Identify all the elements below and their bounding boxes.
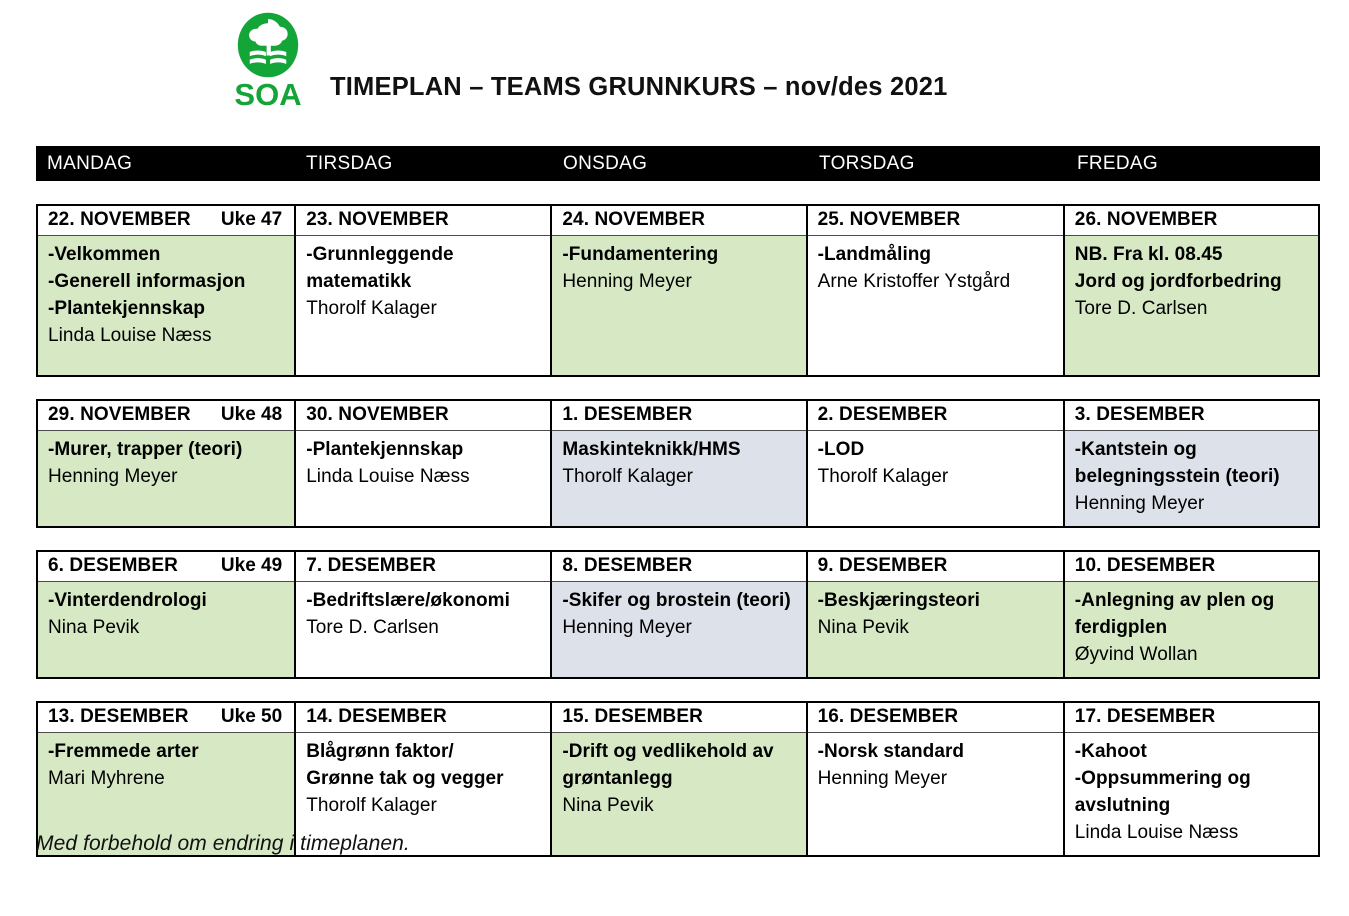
session-instructor: Henning Meyer [1074, 492, 1205, 514]
day-content-cell [296, 236, 550, 375]
session-topic: -Vinterdendrologi [48, 589, 207, 611]
weekday-fredag: FREDAG [1077, 152, 1158, 174]
day-date-label: 24. NOVEMBER [562, 209, 706, 230]
day-content-cell [808, 236, 1063, 375]
day-column [296, 206, 552, 375]
day-date-header [38, 206, 294, 236]
document-header [0, 0, 1349, 110]
session-instructor: Thorolf Kalager [562, 465, 694, 487]
day-date-header [38, 552, 294, 582]
weekday-mandag: MANDAG [47, 152, 133, 174]
logo-wordmark: SOA [234, 77, 302, 112]
day-content-cell [552, 431, 805, 526]
session-topic: -LOD [817, 439, 865, 460]
weekday-torsdag: TORSDAG [819, 152, 915, 174]
day-date-header [296, 552, 550, 582]
day-date-header [38, 703, 294, 733]
day-date-label: 16. DESEMBER [817, 705, 959, 727]
session-instructor: Henning Meyer [817, 767, 948, 789]
day-date-label: 1. DESEMBER [562, 404, 693, 425]
day-content-cell [38, 236, 294, 375]
day-date-header [1065, 703, 1318, 733]
session-instructor: Henning Meyer [562, 270, 692, 292]
day-column [38, 206, 296, 375]
day-date-label: 2. DESEMBER [817, 404, 948, 425]
session-instructor: Thorolf Kalager [306, 297, 437, 319]
session-instructor: Tore D. Carlsen [306, 616, 439, 638]
day-column [1065, 206, 1318, 375]
session-topic: -Drift og vedlikehold av [562, 740, 774, 762]
day-column [552, 703, 807, 855]
day-date-header [552, 401, 805, 431]
day-date-label: 14. DESEMBER [306, 705, 447, 727]
day-column [808, 552, 1065, 677]
day-date-header [808, 552, 1063, 582]
page-title: TIMEPLAN – TEAMS GRUNNKURS – nov/des 2021 [330, 73, 948, 101]
day-content-cell [1065, 582, 1318, 677]
disclaimer-note: Med forbehold om endring i timeplanen. [36, 832, 410, 855]
session-topic: -Kahoot [1074, 740, 1147, 762]
day-date-header [808, 401, 1063, 431]
day-column [1065, 401, 1318, 526]
day-column [552, 401, 807, 526]
day-date-header [552, 703, 805, 733]
day-content-cell [1065, 733, 1318, 855]
soa-logo [222, 12, 314, 110]
day-column [808, 206, 1065, 375]
day-content-cell [1065, 236, 1318, 375]
day-date-label: 25. NOVEMBER [817, 209, 961, 230]
day-column [296, 552, 552, 677]
session-instructor: Arne Kristoffer Ystgård [817, 270, 1011, 292]
day-content-cell [552, 733, 805, 855]
session-topic: -Beskjæringsteori [817, 589, 980, 611]
session-topic: -Norsk standard [817, 740, 965, 762]
day-content-cell [552, 582, 805, 677]
day-column [1065, 703, 1318, 855]
session-topic: -Skifer og brostein (teori) [562, 589, 791, 611]
day-content-cell [808, 733, 1063, 855]
session-topic: belegningsstein (teori) [1074, 465, 1280, 487]
weekday-onsdag: ONSDAG [563, 152, 648, 174]
day-content-cell [296, 431, 550, 526]
day-content-cell [38, 431, 294, 526]
session-instructor: Thorolf Kalager [306, 794, 437, 816]
day-content-cell [1065, 431, 1318, 526]
session-topic: matematikk [306, 270, 412, 292]
day-date-label: 15. DESEMBER [562, 705, 703, 727]
week-number-label: Uke 50 [220, 705, 283, 727]
weekday-tirsdag: TIRSDAG [306, 152, 393, 174]
schedule-weeks [36, 204, 1320, 879]
session-topic: -Velkommen [48, 244, 161, 265]
day-column [552, 552, 807, 677]
session-topic: -Anlegning av plen og [1074, 589, 1275, 611]
session-instructor: Nina Pevik [817, 616, 909, 638]
session-topic: ferdigplen [1074, 616, 1168, 638]
day-date-label: 6. DESEMBER [48, 554, 178, 576]
day-date-label: 26. NOVEMBER [1074, 209, 1218, 230]
session-topic: -Oppsummering og [1074, 767, 1251, 789]
day-content-cell [808, 582, 1063, 677]
day-date-header [296, 401, 550, 431]
session-topic: -Bedriftslære/økonomi [306, 589, 510, 611]
day-date-label: 22. NOVEMBER [48, 209, 191, 230]
session-topic: -Plantekjennskap [48, 297, 206, 319]
day-date-header [296, 206, 550, 236]
day-date-header [1065, 552, 1318, 582]
session-topic: Jord og jordforbedring [1074, 270, 1282, 292]
session-instructor: Linda Louise Næss [306, 465, 470, 487]
tree-in-circle-logo-icon [232, 12, 304, 78]
weekday-header-bar [36, 146, 1320, 181]
session-instructor: Tore D. Carlsen [1074, 297, 1208, 319]
week-number-label: Uke 49 [220, 554, 283, 576]
day-column [808, 401, 1065, 526]
day-date-label: 7. DESEMBER [306, 554, 437, 576]
week-row [36, 399, 1320, 528]
day-date-header [552, 206, 805, 236]
day-date-label: 13. DESEMBER [48, 705, 189, 727]
day-date-header [1065, 206, 1318, 236]
day-date-label: 10. DESEMBER [1074, 554, 1216, 576]
session-instructor: Linda Louise Næss [1074, 821, 1239, 843]
session-topic: -Generell informasjon [48, 270, 246, 292]
day-content-cell [38, 582, 294, 677]
day-column [808, 703, 1065, 855]
week-number-label: Uke 47 [220, 209, 283, 230]
session-instructor: Henning Meyer [48, 465, 178, 487]
session-topic: Blågrønn faktor/ [306, 740, 454, 762]
session-instructor: Mari Myhrene [48, 767, 165, 789]
session-instructor: Nina Pevik [562, 794, 654, 816]
session-topic: -Fundamentering [562, 244, 719, 265]
session-topic: -Fremmede arter [48, 740, 199, 762]
day-date-header [808, 206, 1063, 236]
session-topic: Maskinteknikk/HMS [562, 439, 741, 460]
day-date-label: 17. DESEMBER [1074, 705, 1216, 727]
day-date-label: 23. NOVEMBER [306, 209, 449, 230]
session-topic: Grønne tak og vegger [306, 767, 504, 789]
day-content-cell [296, 582, 550, 677]
day-date-label: 9. DESEMBER [817, 554, 948, 576]
day-date-header [296, 703, 550, 733]
session-topic: NB. Fra kl. 08.45 [1074, 244, 1223, 265]
session-instructor: Henning Meyer [562, 616, 692, 638]
session-topic: -Grunnleggende [306, 244, 454, 265]
session-instructor: Linda Louise Næss [48, 324, 212, 346]
session-instructor: Øyvind Wollan [1074, 643, 1198, 665]
day-date-label: 8. DESEMBER [562, 554, 693, 576]
session-topic: -Plantekjennskap [306, 439, 464, 460]
session-topic: -Murer, trapper (teori) [48, 439, 243, 460]
day-date-header [552, 552, 805, 582]
week-row [36, 204, 1320, 377]
session-topic: grøntanlegg [562, 767, 673, 789]
session-topic: avslutning [1074, 794, 1171, 816]
session-instructor: Thorolf Kalager [817, 465, 949, 487]
week-number-label: Uke 48 [220, 404, 283, 425]
session-topic: -Landmåling [817, 244, 932, 265]
day-date-label: 30. NOVEMBER [306, 404, 449, 425]
session-topic: -Kantstein og [1074, 439, 1197, 460]
day-date-header [38, 401, 294, 431]
day-content-cell [552, 236, 805, 375]
session-instructor: Nina Pevik [48, 616, 140, 638]
day-column [38, 401, 296, 526]
day-content-cell [808, 431, 1063, 526]
day-date-label: 29. NOVEMBER [48, 404, 191, 425]
day-date-header [808, 703, 1063, 733]
day-column [552, 206, 807, 375]
day-column [1065, 552, 1318, 677]
day-column [38, 552, 296, 677]
day-date-header [1065, 401, 1318, 431]
day-column [296, 401, 552, 526]
day-date-label: 3. DESEMBER [1074, 404, 1205, 425]
week-row [36, 550, 1320, 679]
